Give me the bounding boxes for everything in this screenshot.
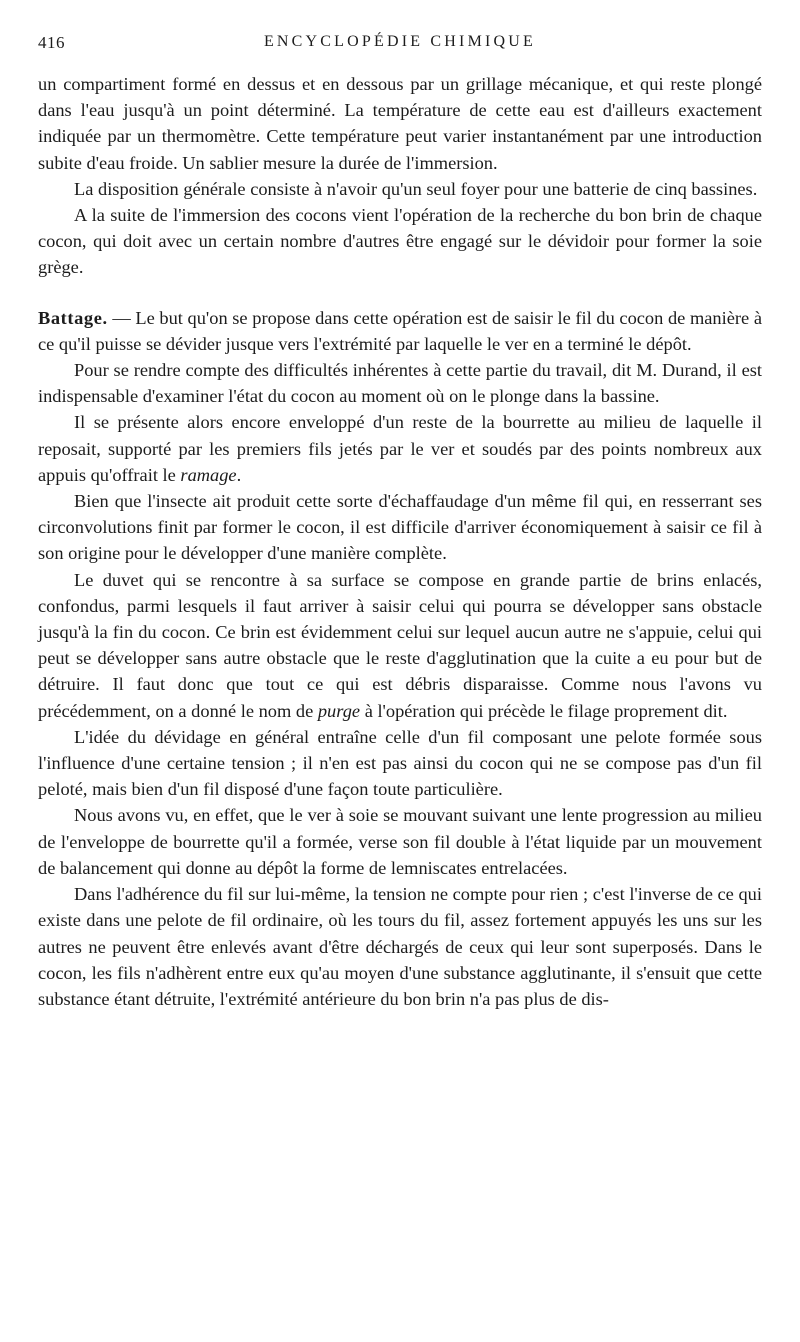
paragraph-11: Dans l'adhérence du fil sur lui-même, la tension ne compte pour rien ; c'est l'inverse de ce qui existe dans une pelote de fil ordinaire, où les tours du fil, assez fortement appuyés les uns sur les autres ne peuvent être enlevés avant d'être déchargés de ceux qui leur sont superposés. Dans le cocon, les fils n'adhèrent entre eux qu'au moyen d'une substance agglutinante, il s'ensuit que cette substance étant détruite, l'extrémité antérieure du bon brin n'a pas plus de dis-: [38, 884, 762, 1009]
body-text: [38, 71, 762, 1012]
paragraph-10: Nous avons vu, en effet, que le ver à soie se mouvant suivant une lente progression au milieu de l'enveloppe de bourrette qu'il a formée, verse son fil double à l'état liquide par un mouvement de balancement qui donne au dépôt la forme de lemniscates entrelacées.: [38, 805, 762, 878]
paragraph-battage: Battage. — Le but qu'on se propose dans cette opération est de saisir le fil du cocon de manière à ce qu'il puisse se dévider jusque vers l'extrémité par laquelle le ver en a terminé le dépôt.: [38, 307, 762, 354]
paragraph-1: un compartiment formé en dessus et en dessous par un grillage mécanique, et qui reste plongé dans l'eau jusqu'à un point déterminé. La température de cette eau est d'ailleurs exactement indiquée par un thermomètre. Cette température peut varier instantanément par une introduction subite d'eau froide. Un sablier mesure la durée de l'immersion.: [38, 74, 762, 173]
paragraph-8: Le duvet qui se rencontre à sa surface se compose en grande partie de brins enlacés, confondus, parmi lesquels il faut arriver à saisir celui qui pourra se développer sans obstacle jusqu'à la fin du cocon. Ce brin est évidemment celui sur lequel aucun autre ne s'appuie, celui qui peut se développer sans autre obstacle que le reste d'agglutination que la cuite a eu pour but de détruire. Il faut donc que tout ce qui est débris disparaisse. Comme nous l'avons vu précédemment, on a donné le nom de purge à l'opération qui précède le filage proprement dit.: [38, 569, 762, 721]
page-number: 416: [38, 33, 65, 52]
paragraph-5: Pour se rendre compte des difficultés inhérentes à cette partie du travail, dit M. Durand, il est indispensable d'examiner l'état du cocon au moment où on le plonge dans la bassine.: [38, 360, 762, 407]
emphasis-purge: purge: [317, 700, 361, 721]
paragraph-3: A la suite de l'immersion des cocons vient l'opération de la recherche du bon brin de chaque cocon, qui doit avec un certain nombre d'autres être engagé sur le dévidoir pour former la soie grège.: [38, 205, 762, 278]
paragraph-2: La disposition générale consiste à n'avoir qu'un seul foyer pour une batterie de cinq bassines.: [74, 178, 758, 199]
header-title: ENCYCLOPÉDIE CHIMIQUE: [263, 33, 537, 50]
emphasis-ramage: ramage: [180, 464, 237, 485]
section-heading-battage: Battage.: [38, 307, 108, 328]
paragraph-7: Bien que l'insecte ait produit cette sorte d'échaffaudage d'un même fil qui, en resserrant ses circonvolutions finit par former le cocon, il est difficile d'arriver économiquement à saisir ce fil à son origine pour le développer d'une manière complète.: [38, 491, 762, 564]
paragraph-9: L'idée du dévidage en général entraîne celle d'un fil composant une pelote formée sous l'influence d'une certaine tension ; il n'en est pas ainsi du cocon qui ne se compose pas d'un fil peloté, mais bien d'un fil disposé d'une façon toute particulière.: [38, 726, 762, 800]
paragraph-6: Il se présente alors encore enveloppé d'un reste de la bourrette au milieu de laquelle il reposait, supporté par les premiers fils jetés par le ver et soudés par des points nombreux aux appuis qu'offrait le ramage.: [38, 412, 762, 485]
running-head: [38, 33, 762, 57]
